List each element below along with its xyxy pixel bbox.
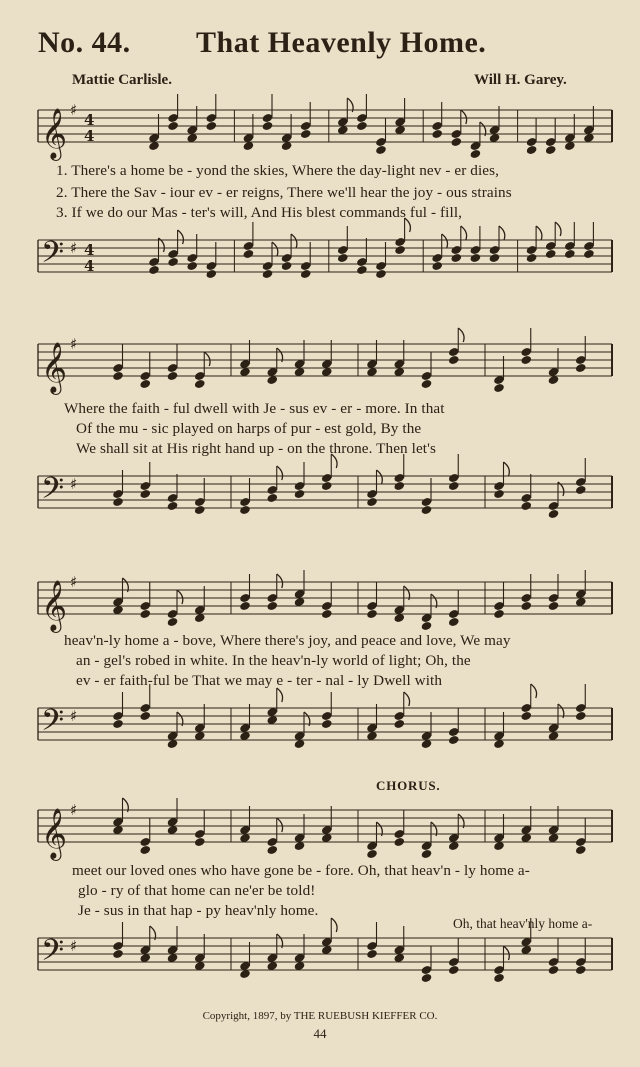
note-head [166, 501, 178, 512]
note-head [450, 253, 462, 264]
bass-clef-icon: 𝄢 [41, 472, 65, 513]
note-head [321, 609, 333, 620]
lyric-line-2-2: Of the mu - sic played on harps of pur - est gold, By the [76, 420, 422, 437]
note-head [450, 137, 462, 148]
note-head [112, 371, 124, 382]
note-head [356, 121, 368, 132]
note-head [239, 505, 251, 516]
note-head [520, 355, 532, 366]
note-head [575, 965, 587, 976]
time-signature-icon: 4 [84, 111, 95, 129]
note-head [526, 145, 538, 156]
note-head [448, 481, 460, 492]
note-head [420, 849, 432, 860]
treble-clef-icon: 𝄞 [41, 108, 68, 159]
note-head [266, 493, 278, 504]
treble-staff-1 [0, 96, 640, 166]
note-head [366, 949, 378, 960]
note-head [166, 371, 178, 382]
composer-credit: Will H. Garey. [474, 72, 567, 88]
treble-clef-icon: 𝄞 [41, 808, 68, 859]
note-head [520, 501, 532, 512]
note-head [186, 261, 198, 272]
note-head [194, 505, 206, 516]
note-head [321, 719, 333, 730]
note-head [139, 609, 151, 620]
note-head [205, 269, 217, 280]
note-head [300, 129, 312, 140]
note-head [148, 265, 160, 276]
lyric-line-4-1: meet our loved ones who have gone be - fore. Oh, that heav'n - ly home a- [72, 862, 530, 879]
bass-staff-1 [0, 232, 640, 292]
sharp-icon: ♯ [70, 239, 78, 257]
note-head [493, 609, 505, 620]
note-head [547, 509, 559, 520]
bass-staff-3 [0, 700, 640, 772]
note-head [420, 621, 432, 632]
note-head [293, 489, 305, 500]
time-signature-icon: 4 [84, 257, 95, 275]
bass-clef-icon: 𝄢 [41, 704, 65, 745]
note-head [356, 265, 368, 276]
note-head [321, 481, 333, 492]
note-head [394, 245, 406, 256]
note-head [266, 845, 278, 856]
note-head [205, 121, 217, 132]
note-head [375, 269, 387, 280]
lyric-line-1-2: 2. There the Sav - iour ev - er reigns, There we'll hear the joy - ous strains [56, 184, 512, 201]
note-head [583, 249, 595, 260]
note-head [112, 949, 124, 960]
note-head [300, 269, 312, 280]
note-head [166, 617, 178, 628]
hymn-number: No. 44. [38, 26, 131, 59]
hymn-title: That Heavenly Home. [196, 26, 487, 59]
copyright-notice: Copyright, 1897, by THE RUEBUSH KIEFFER CO. [202, 1010, 438, 1022]
note-head [575, 845, 587, 856]
time-signature-icon: 4 [84, 241, 95, 259]
note-head [139, 489, 151, 500]
author-credit: Mattie Carlisle. [72, 72, 172, 88]
note-head [420, 505, 432, 516]
bass-cue-lyric: Oh, that heav'nly home a- [453, 916, 593, 931]
lyric-line-3-3: ev - er faith-ful be That we may e - ter - nal - ly Dwell with [76, 672, 443, 689]
note-head [448, 735, 460, 746]
lyric-line-1-1: 1. There's a home be - yond the skies, Where the day-light nev - er dies, [56, 162, 500, 179]
note-head [493, 383, 505, 394]
note-head [167, 257, 179, 268]
note-head [520, 601, 532, 612]
note-head [366, 849, 378, 860]
note-head [575, 711, 587, 722]
note-head [139, 379, 151, 390]
note-head [575, 485, 587, 496]
note-head [366, 609, 378, 620]
sharp-icon: ♯ [70, 707, 78, 725]
note-head [564, 249, 576, 260]
lyric-line-1-3: 3. If we do our Mas - ter's will, And His blest commands ful - fill, [56, 204, 463, 221]
sharp-icon: ♯ [70, 937, 78, 955]
page-number: 44 [313, 1026, 327, 1041]
sharp-icon: ♯ [70, 801, 78, 819]
note-head [448, 355, 460, 366]
note-head [493, 973, 505, 984]
chorus-label: CHORUS. [376, 778, 441, 793]
treble-clef-icon: 𝄞 [41, 342, 68, 393]
note-head [526, 253, 538, 264]
note-head [337, 253, 349, 264]
note-head [393, 719, 405, 730]
note-head [393, 481, 405, 492]
note-head [520, 711, 532, 722]
note-head [420, 973, 432, 984]
note-head [547, 965, 559, 976]
note-head [366, 497, 378, 508]
note-head [448, 617, 460, 628]
sharp-icon: ♯ [70, 475, 78, 493]
treble-staff-3 [0, 568, 640, 638]
note-head [545, 145, 557, 156]
note-head [431, 129, 443, 140]
note-head [261, 269, 273, 280]
treble-staff-4 [0, 796, 640, 862]
note-head [194, 837, 206, 848]
note-head [112, 719, 124, 730]
sharp-icon: ♯ [70, 101, 78, 119]
note-head [239, 601, 251, 612]
lyric-line-2-1: Where the faith - ful dwell with Je - sus ev - er - more. In that [64, 400, 445, 417]
sharp-icon: ♯ [70, 573, 78, 591]
note-head [493, 489, 505, 500]
bass-clef-icon: 𝄢 [41, 934, 65, 975]
note-head [242, 249, 254, 260]
lyric-line-4-3: Je - sus in that hap - py heav'nly home. [78, 902, 319, 919]
note-head [448, 965, 460, 976]
note-head [393, 837, 405, 848]
note-head [547, 601, 559, 612]
bass-clef-icon: 𝄢 [41, 236, 65, 277]
bass-staff-4 [0, 930, 640, 998]
lyric-line-3-1: heav'n-ly home a - bove, Where there's joy, and peace and love, We may [64, 632, 511, 649]
note-head [420, 379, 432, 390]
note-head [375, 145, 387, 156]
note-head [139, 711, 151, 722]
time-signature-icon: 4 [84, 127, 95, 145]
lyric-line-4-2: glo - ry of that home can ne'er be told! [78, 882, 316, 899]
sharp-icon: ♯ [70, 335, 78, 353]
note-head [194, 379, 206, 390]
treble-clef-icon: 𝄞 [41, 580, 68, 631]
note-head [261, 121, 273, 132]
bass-staff-2 [0, 468, 640, 530]
note-head [488, 253, 500, 264]
note-head [139, 845, 151, 856]
note-head [112, 497, 124, 508]
lyric-line-2-3: We shall sit at His right hand up - on the throne. Then let's [76, 440, 436, 457]
note-head [545, 249, 557, 260]
note-head [575, 363, 587, 374]
note-head [281, 261, 293, 272]
note-head [431, 261, 443, 272]
note-head [469, 253, 481, 264]
note-head [167, 121, 179, 132]
treble-staff-2 [0, 330, 640, 400]
lyric-line-3-2: an - gel's robed in white. In the heav'n-ly world of light; Oh, the [76, 652, 471, 669]
note-head [469, 149, 481, 160]
note-head [266, 601, 278, 612]
